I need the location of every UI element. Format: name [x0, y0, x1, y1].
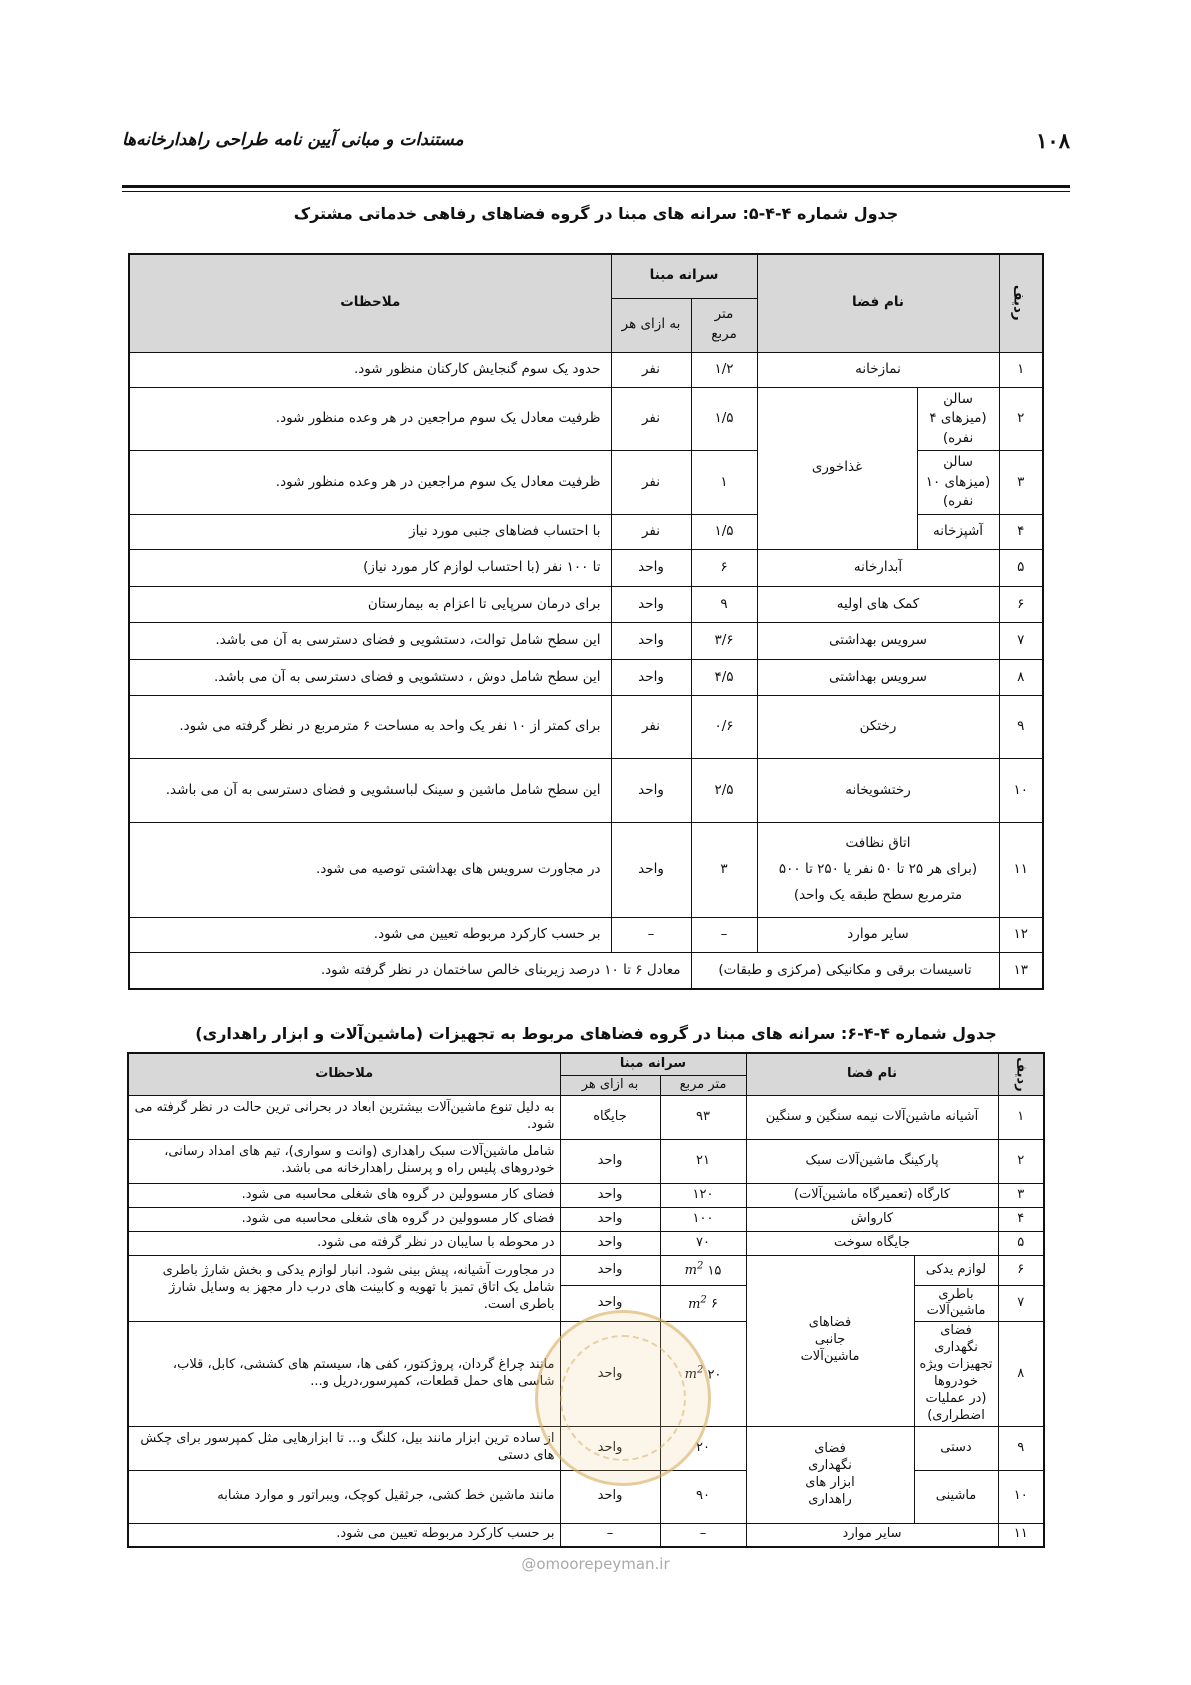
table1-header-per: به ازای هر	[611, 298, 691, 352]
table-row: ۷ باطری ماشین‌آلات ۶ $m^2$ واحد	[128, 1285, 1044, 1322]
table1-header-sqm: متر مربع	[691, 298, 757, 352]
table2-caption: جدول شماره ۴-۴-۶: سرانه های مبنا در گروه فضاهای مربوط به تجهیزات (ماشین‌آلات و ابزار راهداری)	[195, 1024, 997, 1043]
table-row: ۴ کارواش ۱۰۰ واحد فضای کار مسوولین در گروه های شغلی محاسبه می شود.	[128, 1207, 1044, 1231]
table2-header-notes: ملاحظات	[128, 1053, 560, 1095]
header-rule-thin	[122, 191, 1070, 192]
table-row: ۷ سرویس بهداشتی ۳/۶ واحد این سطح شامل توالت، دستشویی و فضای دسترسی به آن می باشد.	[129, 622, 1043, 659]
running-title: مستندات و مبانی آیین نامه طراحی راهدارخانه‌ها	[122, 130, 464, 150]
table2-header-row: ردیف	[998, 1053, 1044, 1095]
table-row: ۵ آبدارخانه ۶ واحد تا ۱۰۰ نفر (با احتساب لوازم کار مورد نیاز)	[129, 549, 1043, 586]
page-number: ۱۰۸	[1036, 128, 1070, 153]
table-row: ۲ پارکینگ ماشین‌آلات سبک ۲۱ واحد شامل ماشین‌آلات سبک راهداری (وانت و سواری)، تیم های امداد رسانی، خودروهای پلیس راه و پرسنل راهدارخانه می باشد.	[128, 1139, 1044, 1183]
group-side-spaces: فضاهای جانبی ماشین‌آلات	[746, 1255, 914, 1426]
table-row: ۱۱ سایر موارد – – بر حسب کارکرد مربوطه تعیین می شود.	[128, 1523, 1044, 1547]
table-row: ۴ آشپزخانه ۱/۵ نفر با احتساب فضاهای جنبی مورد نیاز	[129, 514, 1043, 549]
table-row: ۱ نمازخانه ۱/۲ نفر حدود یک سوم گنجایش کارکنان منظور شود.	[129, 352, 1043, 387]
table-row: ۲ سالن (میزهای ۴ نفره) غذاخوری ۱/۵ نفر ظرفیت معادل یک سوم مراجعین در هر وعده منظور شود.	[129, 387, 1043, 451]
watermark-text: @omoorepeyman.ir	[521, 1555, 670, 1573]
table1-caption: جدول شماره ۴-۴-۵: سرانه های مبنا در گروه فضاهای رفاهی خدماتی مشترک	[293, 204, 899, 223]
table2-header-per-capita: سرانه مبنا	[560, 1053, 746, 1075]
table-row: ۸ سرویس بهداشتی ۴/۵ واحد این سطح شامل دوش ، دستشویی و فضای دسترسی به آن می باشد.	[129, 659, 1043, 695]
table2-header-per: به ازای هر	[560, 1075, 660, 1095]
table-row: ۵ جایگاه سوخت ۷۰ واحد در محوطه با سایبان در نظر گرفته می شود.	[128, 1231, 1044, 1255]
group-dining: غذاخوری	[757, 387, 917, 549]
table1-header-row: ردیف	[999, 254, 1043, 352]
table1-header-per-capita: سرانه مبنا	[611, 254, 757, 298]
table-row: ۱۲ سایر موارد – – بر حسب کارکرد مربوطه تعیین می شود.	[129, 917, 1043, 952]
header-rule-thick	[122, 185, 1070, 188]
table2-header-sqm: متر مربع	[660, 1075, 746, 1095]
table-row: ۶ کمک های اولیه ۹ واحد برای درمان سرپایی تا اعزام به بیمارستان	[129, 586, 1043, 622]
group-tools-storage: فضای نگهداری ابزار های راهداری	[746, 1426, 914, 1523]
table-row: ۸ فضای نگهداری تجهیزات ویژه خودروها (در عملیات اضطراری) ۲۰ $m^2$ واحد مانند چراغ گردان، پروژکتور، کفی ها، سیستم های کششی، کابل، قلاب، شاسی های حمل قطعات، کمپرسور،دریل و...	[128, 1322, 1044, 1426]
table-row: ۹ دستی فضای نگهداری ابزار های راهداری ۲۰ واحد از ساده ترین ابزار مانند بیل، کلنگ و... تا ابزارهایی مثل کمپرسور برای چکش های دستی	[128, 1426, 1044, 1470]
table-row: ۹ رختکن ۰/۶ نفر برای کمتر از ۱۰ نفر یک واحد به مساحت ۶ مترمربع در نظر گرفته می شود.	[129, 695, 1043, 758]
table-row: ۱۱ اتاق نظافت (برای هر ۲۵ تا ۵۰ نفر یا ۲۵۰ تا ۵۰۰ مترمربع سطح طبقه یک واحد) ۳ واحد در مجاورت سرویس های بهداشتی توصیه می شود.	[129, 822, 1043, 917]
table1-header-notes: ملاحظات	[129, 254, 611, 352]
table2	[127, 1052, 1045, 1548]
table-row: ۱۳ تاسیسات برقی و مکانیکی (مرکزی و طبقات) معادل ۶ تا ۱۰ درصد زیربنای خالص ساختمان در نظر گرفته شود.	[129, 952, 1043, 989]
table-row: ۳ سالن (میزهای ۱۰ نفره) ۱ نفر ظرفیت معادل یک سوم مراجعین در هر وعده منظور شود.	[129, 451, 1043, 515]
table1-header-space: نام فضا	[757, 254, 999, 352]
table-row: ۶ لوازم یدکی فضاهای جانبی ماشین‌آلات ۱۵ $m^2$ واحد در مجاورت آشیانه، پیش بینی شود. انبار لوازم یدکی و بخش شارژ باطری شامل یک اتاق تمیز با تهویه و کابینت های درب دار مجهز به وسایل شارژ باطری است.	[128, 1255, 1044, 1285]
table2-header-space: نام فضا	[746, 1053, 998, 1095]
table-row: ۱ آشیانه ماشین‌آلات نیمه سنگین و سنگین ۹۳ جایگاه به دلیل تنوع ماشین‌آلات بیشترین ابعاد در بحرانی ترین حالت در نظر گرفته می شود.	[128, 1095, 1044, 1139]
table-row: ۱۰ ماشینی ۹۰ واحد مانند ماشین خط کشی، جرثقیل کوچک، ویبراتور و موارد مشابه	[128, 1470, 1044, 1523]
table-row: ۳ کارگاه (تعمیرگاه ماشین‌آلات) ۱۲۰ واحد فضای کار مسوولین در گروه های شغلی محاسبه می شود.	[128, 1183, 1044, 1207]
table1	[128, 253, 1044, 990]
page-header	[122, 128, 1070, 158]
table-row: ۱۰ رختشویخانه ۲/۵ واحد این سطح شامل ماشین و سینک لباسشویی و فضای دسترسی به آن می باشد.	[129, 758, 1043, 822]
